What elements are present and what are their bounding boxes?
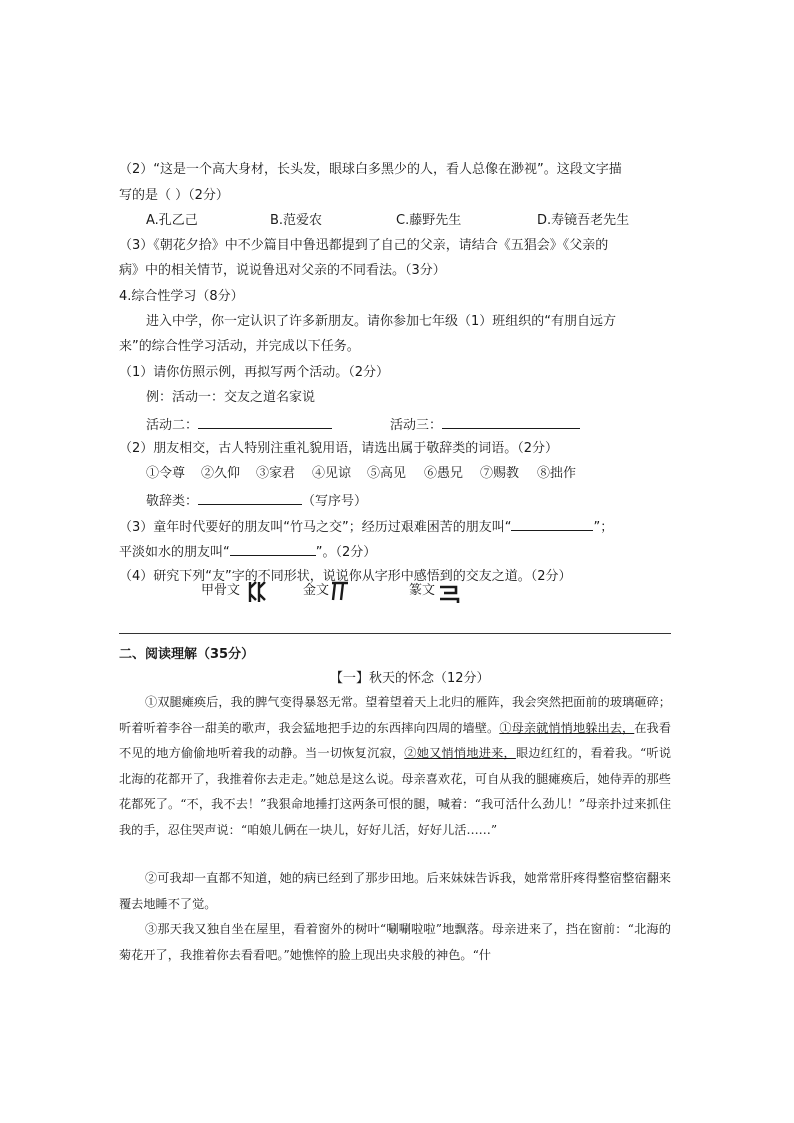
q2-option-a: A.孔乙己 — [146, 213, 198, 228]
q2-option-b: B.范爱农 — [270, 213, 323, 228]
word-7: ⑦赐教 — [480, 466, 520, 481]
word-4: ④见谅 — [312, 466, 352, 481]
passage-paragraph-3: ③那天我又独自坐在屋里，看着窗外的树叶“唰唰啦啦”地飘落。母亲进来了，挡在窗前：“北海的菊花开了，我推着你去看看吧。”她憔悴的脸上现出央求般的神色。“什 — [119, 922, 671, 962]
honorific-label: 敬辞类： — [146, 494, 199, 509]
word-3: ③家君 — [256, 466, 296, 481]
activity3-row — [390, 414, 580, 436]
task3-text-c: 平淡如水的朋友叫“ — [119, 545, 230, 560]
q2-line2: 写的是（ ）（2分） — [119, 188, 229, 203]
script-bronze-label: 金文 — [303, 583, 330, 598]
script-seal-label: 篆文 — [409, 583, 436, 598]
p1-underline-2: ②她又悄悄地进来， — [404, 746, 516, 760]
passage-paragraph-1 — [119, 690, 671, 843]
task4-prompt: （4）研究下列“友”字的不同形状，说说你从字形中感悟到的交友之道。（2分） — [119, 569, 572, 584]
activity3-label: 活动三： — [390, 418, 443, 433]
activity3-blank[interactable] — [442, 414, 580, 429]
q3-line2: 病》中的相关情节，说说鲁迅对父亲的不同看法。（3分） — [119, 263, 446, 278]
word-8: ⑧拙作 — [537, 466, 577, 481]
activity2-row — [146, 414, 332, 436]
task2-prompt: （2）朋友相交，古人特别注重礼貌用语，请选出属于敬辞类的词语。（2分） — [119, 441, 559, 456]
passage-title: 【一】秋天的怀念（12分） — [330, 671, 490, 686]
task1-example: 例：活动一：交友之道名家说 — [146, 390, 316, 405]
p1-text-b: 在我看不见的地方偷偷地听着我的动静。当一切恢复沉寂， — [119, 720, 672, 760]
honorific-blank[interactable] — [198, 490, 302, 505]
section-divider — [119, 633, 671, 634]
section4-intro-1: 进入中学，你一定认识了许多新朋友。请你参加七年级（1）班组织的“有朋自远方 — [146, 314, 617, 329]
task3-text-a: （3）童年时代要好的朋友叫“竹马之交”；经历过艰难困苦的朋友叫“ — [119, 520, 512, 535]
honorific-row — [146, 490, 367, 512]
task3-text-b: ”； — [593, 520, 614, 535]
word-5: ⑤高见 — [367, 466, 407, 481]
q2-line1: （2）“这是一个高大身材，长头发，眼球白多黑少的人，看人总像在渺视”。这段文字描 — [119, 162, 622, 177]
q2-option-d: D.寿镜吾老先生 — [537, 213, 630, 228]
activity2-blank[interactable] — [198, 414, 332, 429]
p1-underline-1: ①母亲就悄悄地躲出去， — [499, 720, 635, 735]
section4-heading: 4.综合性学习（8分） — [119, 289, 244, 304]
honorific-note: （写序号） — [302, 494, 368, 509]
seal-you-glyph — [438, 583, 460, 610]
reading-heading: 二、阅读理解（35分） — [119, 647, 255, 662]
task3-line1 — [119, 516, 613, 538]
word-1: ①令尊 — [146, 466, 186, 481]
section4-intro-2: 来”的综合性学习活动，并完成以下任务。 — [119, 339, 360, 354]
task3-line2 — [119, 541, 376, 563]
word-6: ⑥愚兄 — [424, 466, 464, 481]
task3-blank-1[interactable] — [511, 516, 593, 531]
script-oracle-label: 甲骨文 — [201, 583, 241, 598]
q2-option-c: C.藤野先生 — [396, 213, 462, 228]
activity2-label: 活动二： — [146, 418, 199, 433]
task3-blank-2[interactable] — [230, 541, 316, 556]
task3-text-d: ”。（2分） — [315, 545, 377, 560]
p1-text-c: 眼边红红的，看着我。“听说北海的花都开了，我推着你去走走。”她总是这么说。母亲喜欢花，可自从我的腿瘫痪后，她侍弄的那些花都死了。“不，我不去！”我狠命地捶打这两条可恨的腿，喊着：“我可活什么劲儿！”母亲扑过来抓住我的手，忍住哭声说：“咱娘儿俩在一块儿，好好儿活，好好儿活……” — [119, 746, 672, 837]
oracle-you-glyph — [247, 580, 269, 609]
p1-text-a: ①双腿瘫痪后，我的脾气变得暴怒无常。望着望着天上北归的雁阵，我会突然把面前的玻璃砸碎；听着听着李谷一甜美的歌声，我会猛地把手边的东西摔向四周的墙壁。 — [119, 695, 671, 735]
bronze-you-glyph — [330, 580, 350, 607]
passage-paragraph-2: ②可我却一直都不知道，她的病已经到了那步田地。后来妹妹告诉我，她常常肝疼得整宿整宿翻来覆去地睡不了觉。 — [119, 871, 671, 911]
word-2: ②久仰 — [201, 466, 241, 481]
task1-prompt: （1）请你仿照示例，再拟写两个活动。（2分） — [119, 365, 390, 380]
q3-line1: （3）《朝花夕拾》中不少篇目中鲁迅都提到了自己的父亲，请结合《五猖会》《父亲的 — [119, 238, 609, 253]
